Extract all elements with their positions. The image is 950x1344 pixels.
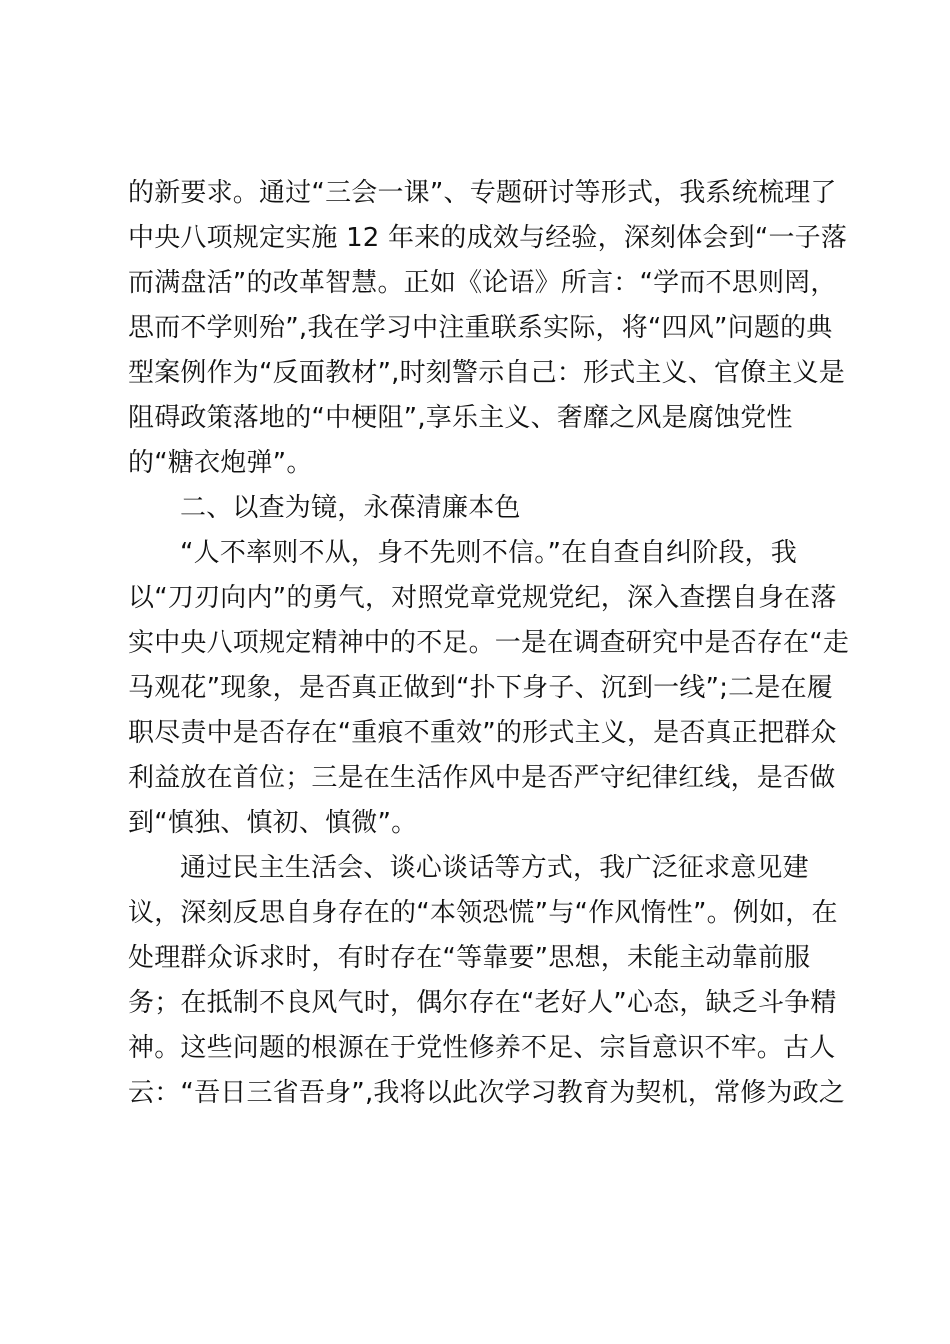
paragraph-line: 的“糖衣炮弹”。 xyxy=(128,448,313,478)
paragraph-line: 而满盘活”的改革智慧。正如《论语》所言：“学而不思则罔， xyxy=(128,268,837,298)
paragraph-line: 神。这些问题的根源在于党性修养不足、宗旨意识不牢。古人 xyxy=(128,1033,836,1063)
paragraph-line: 以“刀刃向内”的勇气，对照党章党规党纪，深入查摆自身在落 xyxy=(128,583,837,613)
paragraph-line: 阻碍政策落地的“中梗阻”,享乐主义、奢靡之风是腐蚀党性 xyxy=(128,403,793,433)
paragraph-line: 处理群众诉求时，有时存在“等靠要”思想，未能主动靠前服 xyxy=(128,943,811,973)
paragraph-line: 议，深刻反思自身存在的“本领恐慌”与“作风惰性”。例如，在 xyxy=(128,898,838,928)
paragraph-line: 务；在抵制不良风气时，偶尔存在“老好人”心态，缺乏斗争精 xyxy=(128,988,837,1018)
paragraph-line: 通过民主生活会、谈心谈话等方式，我广泛征求意见建 xyxy=(180,853,809,883)
paragraph-line: 马观花”现象，是否真正做到“扑下身子、沉到一线”;二是在履 xyxy=(128,673,833,703)
paragraph-line: 云：“吾日三省吾身”,我将以此次学习教育为契机，常修为政之 xyxy=(128,1078,846,1108)
paragraph-line: “人不率则不从，身不先则不信。”在自查自纠阶段，我 xyxy=(180,538,797,568)
paragraph-line: 的新要求。通过“三会一课”、专题研讨等形式，我系统梳理了 xyxy=(128,178,837,208)
paragraph-line: 职尽责中是否存在“重痕不重效”的形式主义，是否真正把群众 xyxy=(128,718,837,748)
paragraph-line: 型案例作为“反面教材”,时刻警示自己：形式主义、官僚主义是 xyxy=(128,358,846,388)
paragraph-line: 利益放在首位；三是在生活作风中是否严守纪律红线，是否做 xyxy=(128,763,836,793)
paragraph-line: 思而不学则殆”,我在学习中注重联系实际，将“四风”问题的典 xyxy=(128,313,833,343)
section-heading: 二、以查为镜，永葆清廉本色 xyxy=(180,493,521,523)
paragraph-line: 实中央八项规定精神中的不足。一是在调查研究中是否存在“走 xyxy=(128,628,850,658)
paragraph-line: 中央八项规定实施 12 年来的成效与经验，深刻体会到“一子落 xyxy=(128,223,848,253)
paragraph-line: 到“慎独、慎初、慎微”。 xyxy=(128,808,418,838)
